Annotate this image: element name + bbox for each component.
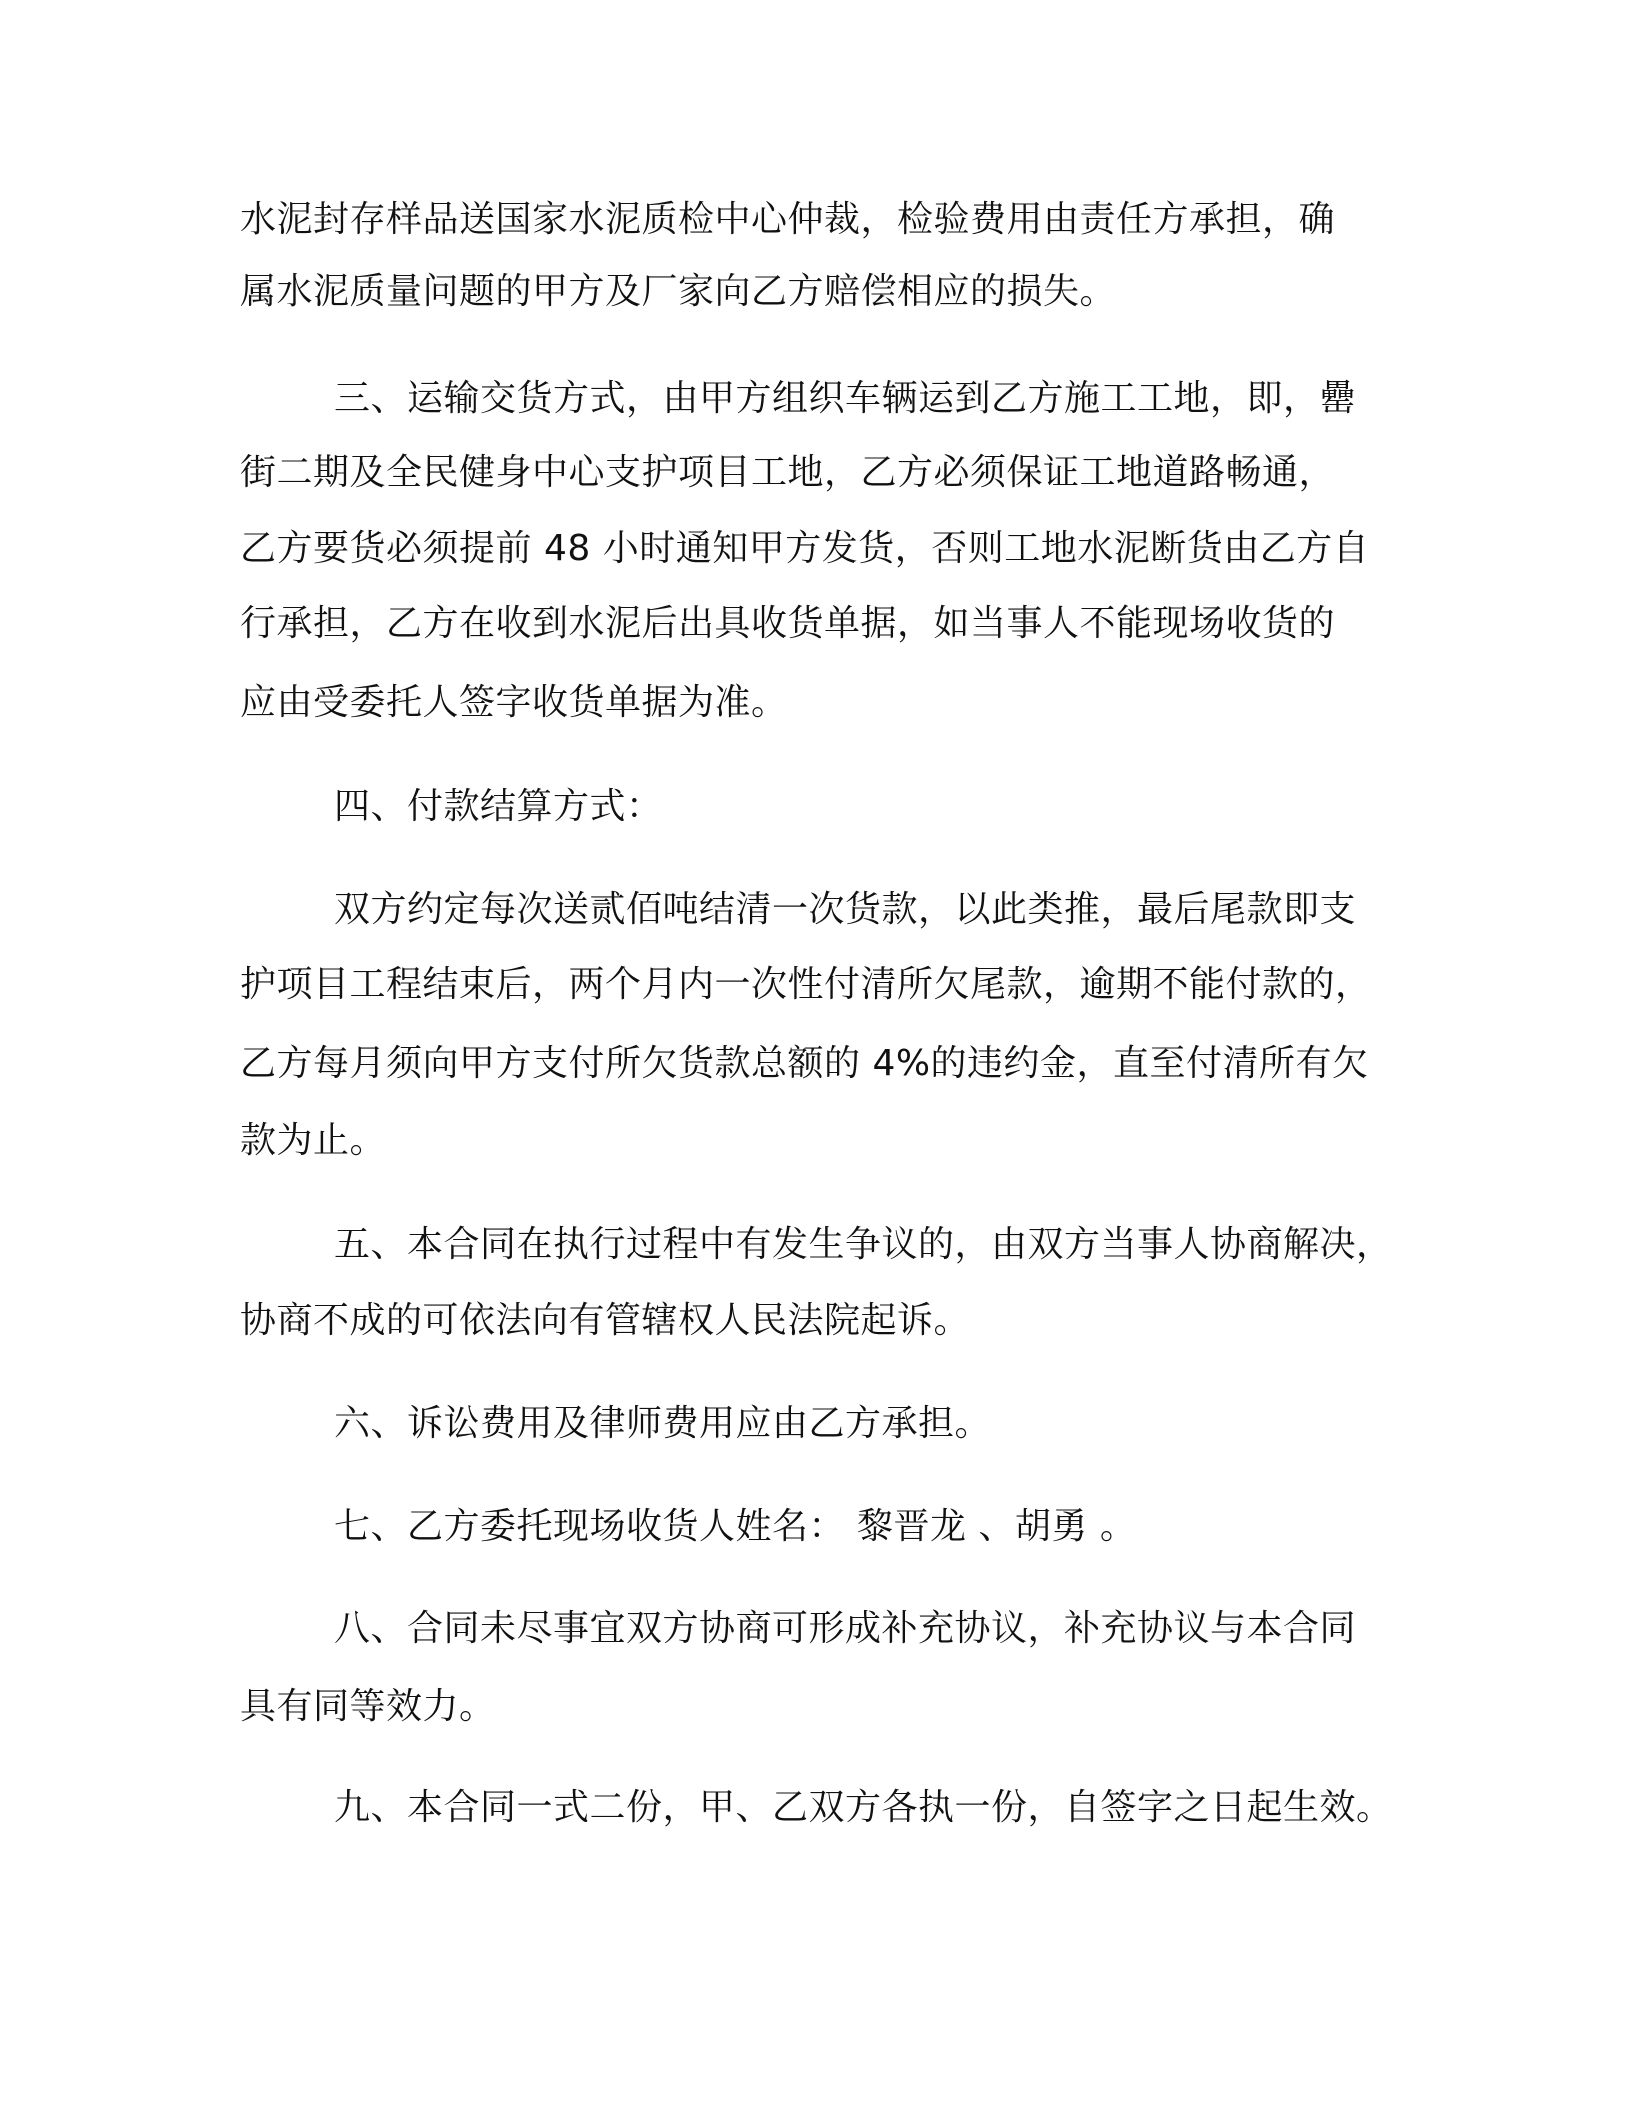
text-line-11: 乙方每月须向甲方支付所欠货款总额的 4%的违约金，直至付清所有欠 (240, 1043, 1369, 1084)
section-4-heading: 四、付款结算方式： (334, 786, 663, 827)
section-6-line: 六、诉讼费用及律师费用应由乙方承担。 (334, 1403, 992, 1444)
section-7-line: 七、乙方委托现场收货人姓名： 黎晋龙 、胡勇 。 (334, 1506, 1137, 1547)
section-4-paragraph-line-1: 双方约定每次送贰佰吨结清一次货款，以此类推，最后尾款即支 (334, 889, 1357, 930)
section-5-line-2: 协商不成的可依法向有管辖权人民法院起诉。 (240, 1300, 971, 1341)
section-8-line-2: 具有同等效力。 (240, 1686, 496, 1727)
text-line-7: 应由受委托人签字收货单据为准。 (240, 682, 788, 723)
section-5-line-1: 五、本合同在执行过程中有发生争议的，由双方当事人协商解决， (334, 1224, 1393, 1265)
text-line-2: 属水泥质量问题的甲方及厂家向乙方赔偿相应的损失。 (240, 271, 1117, 312)
text-line-10: 护项目工程结束后，两个月内一次性付清所欠尾款，逾期不能付款的， (240, 964, 1372, 1005)
section-8-line-1: 八、合同未尽事宜双方协商可形成补充协议，补充协议与本合同 (334, 1608, 1357, 1649)
section-3-heading-line: 三、运输交货方式，由甲方组织车辆运到乙方施工工地，即，罍 (334, 378, 1357, 419)
text-line-6: 行承担，乙方在收到水泥后出具收货单据，如当事人不能现场收货的 (240, 603, 1336, 644)
text-line-4: 街二期及全民健身中心支护项目工地，乙方必须保证工地道路畅通， (240, 452, 1336, 493)
section-9-line: 九、本合同一式二份，甲、乙双方各执一份，自签字之日起生效。 (334, 1787, 1393, 1828)
text-line-12: 款为止。 (240, 1120, 387, 1161)
text-line-5: 乙方要货必须提前 48 小时通知甲方发货，否则工地水泥断货由乙方自 (240, 528, 1370, 569)
text-line-1: 水泥封存样品送国家水泥质检中心仲裁，检验费用由责任方承担，确 (240, 199, 1336, 240)
